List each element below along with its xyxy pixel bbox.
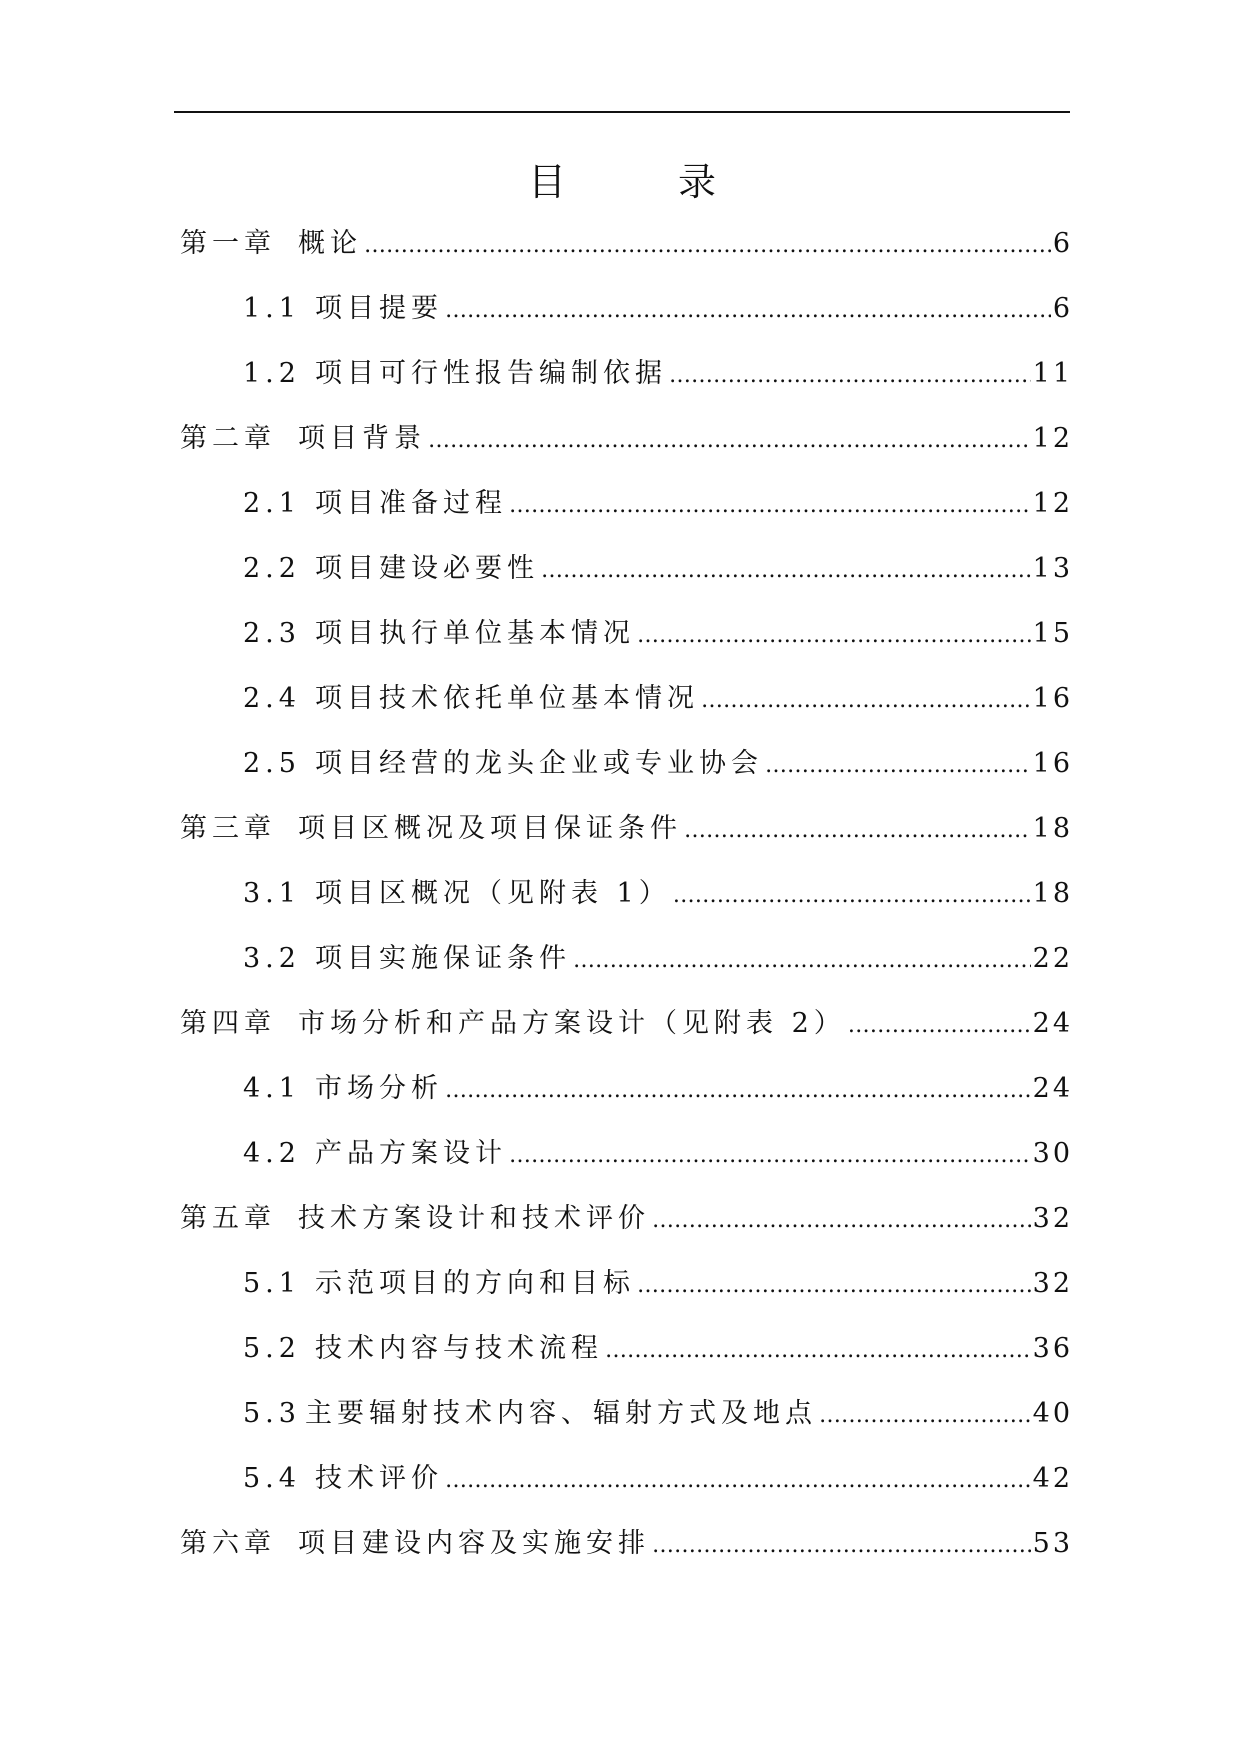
toc-entry-section-1-1[interactable] [243,286,1073,326]
page-number: 22 [1032,943,1073,974]
entry-text: 项目可行性报告编制依据 [314,358,667,389]
page-number: 6 [1052,228,1073,259]
page-number: 18 [1032,878,1073,909]
toc-entry-section-3-1[interactable] [243,871,1073,911]
page-number: 36 [1032,1333,1073,1364]
dot-leader [652,1208,1031,1233]
page-number: 12 [1032,423,1073,454]
page-number: 11 [1032,358,1073,389]
toc-entry-section-2-5[interactable] [243,741,1073,781]
toc-entry-chapter-2[interactable] [180,416,1073,456]
entry-number: 5.1 [243,1268,301,1299]
page-number: 18 [1032,813,1073,844]
entry-text: 项目执行单位基本情况 [314,618,635,649]
toc-entry-section-5-4[interactable] [243,1456,1073,1496]
page-number: 15 [1032,618,1073,649]
entry-number: 2.4 [243,683,301,714]
entry-number: 3.1 [243,878,301,909]
entry-text: 项目区概况（见附表 1） [314,878,671,909]
entry-number: 第一章 [180,228,276,259]
entry-text: 项目区概况及项目保证条件 [298,813,682,844]
dot-leader [819,1403,1031,1428]
entry-text: 市场分析 [314,1073,443,1104]
dot-leader [684,818,1031,843]
page-number: 24 [1032,1073,1073,1104]
entry-text: 项目经营的龙头企业或专业协会 [314,748,763,779]
dot-leader [445,298,1051,323]
entry-number: 2.5 [243,748,301,779]
entry-number: 2.1 [243,488,301,519]
entry-number: 3.2 [243,943,301,974]
entry-text: 项目实施保证条件 [314,943,571,974]
entry-text: 技术评价 [314,1463,443,1494]
entry-number: 2.2 [243,553,301,584]
toc-entry-section-5-3[interactable] [243,1391,1073,1431]
entry-number: 第四章 [180,1008,276,1039]
toc-entry-section-5-1[interactable] [243,1261,1073,1301]
page-number: 16 [1032,748,1073,779]
page-number: 13 [1032,553,1073,584]
entry-number: 1.2 [243,358,301,389]
toc-entry-chapter-3[interactable] [180,806,1073,846]
toc-entry-section-3-2[interactable] [243,936,1073,976]
entry-number: 5.4 [243,1463,301,1494]
dot-leader [509,493,1031,518]
entry-number: 4.1 [243,1073,301,1104]
entry-text: 项目技术依托单位基本情况 [314,683,699,714]
entry-text: 项目建设必要性 [314,553,539,584]
toc-title-char-2: 录 [678,159,717,204]
toc-title-char-1: 目 [527,159,566,204]
page-number: 12 [1032,488,1073,519]
entry-text: 概论 [298,228,362,259]
entry-text: 技术方案设计和技术评价 [298,1203,650,1234]
toc-entry-chapter-5[interactable] [180,1196,1073,1236]
dot-leader [445,1078,1031,1103]
entry-text: 项目准备过程 [314,488,507,519]
dot-leader [541,558,1031,583]
dot-leader [848,1013,1031,1038]
entry-text: 项目建设内容及实施安排 [298,1528,650,1559]
entry-text: 产品方案设计 [314,1138,507,1169]
entry-number: 5.3 [243,1398,301,1429]
toc-entry-section-2-2[interactable] [243,546,1073,586]
toc-entry-chapter-6[interactable] [180,1521,1073,1561]
toc-entry-section-5-2[interactable] [243,1326,1073,1366]
toc-entry-section-4-1[interactable] [243,1066,1073,1106]
entry-number: 第二章 [180,423,276,454]
dot-leader [364,233,1051,258]
page-number: 16 [1032,683,1073,714]
toc-entry-section-4-2[interactable] [243,1131,1073,1171]
page-number: 42 [1032,1463,1073,1494]
entry-text: 市场分析和产品方案设计（见附表 2） [298,1008,846,1039]
entry-text: 技术内容与技术流程 [314,1333,603,1364]
entry-number: 5.2 [243,1333,301,1364]
entry-number: 2.3 [243,618,301,649]
page-number: 32 [1032,1203,1073,1234]
entry-number: 第三章 [180,813,276,844]
page-number: 40 [1032,1398,1073,1429]
entry-text: 示范项目的方向和目标 [314,1268,635,1299]
dot-leader [445,1468,1031,1493]
dot-leader [428,428,1031,453]
toc-entry-section-1-2[interactable] [243,351,1073,391]
page-number: 6 [1052,293,1073,324]
page-number: 53 [1032,1528,1073,1559]
dot-leader [701,688,1031,713]
toc-entry-chapter-4[interactable] [180,1001,1073,1041]
toc-entry-section-2-3[interactable] [243,611,1073,651]
page-number: 30 [1032,1138,1073,1169]
entry-number: 第六章 [180,1528,276,1559]
dot-leader [673,883,1031,908]
entry-text: 项目背景 [298,423,426,454]
dot-leader [573,948,1031,973]
toc-entry-section-2-1[interactable] [243,481,1073,521]
entry-number: 4.2 [243,1138,301,1169]
dot-leader [652,1533,1031,1558]
page-number: 32 [1032,1268,1073,1299]
entry-number: 第五章 [180,1203,276,1234]
dot-leader [669,363,1031,388]
toc-entry-chapter-1[interactable] [180,221,1073,261]
dot-leader [637,1273,1031,1298]
entry-number: 1.1 [243,293,301,324]
entry-text: 主要辐射技术内容、辐射方式及地点 [304,1398,817,1429]
dot-leader [765,753,1031,778]
dot-leader [637,623,1031,648]
toc-entry-section-2-4[interactable] [243,676,1073,716]
page-number: 24 [1032,1008,1073,1039]
entry-text: 项目提要 [314,293,443,324]
dot-leader [509,1143,1031,1168]
dot-leader [605,1338,1031,1363]
